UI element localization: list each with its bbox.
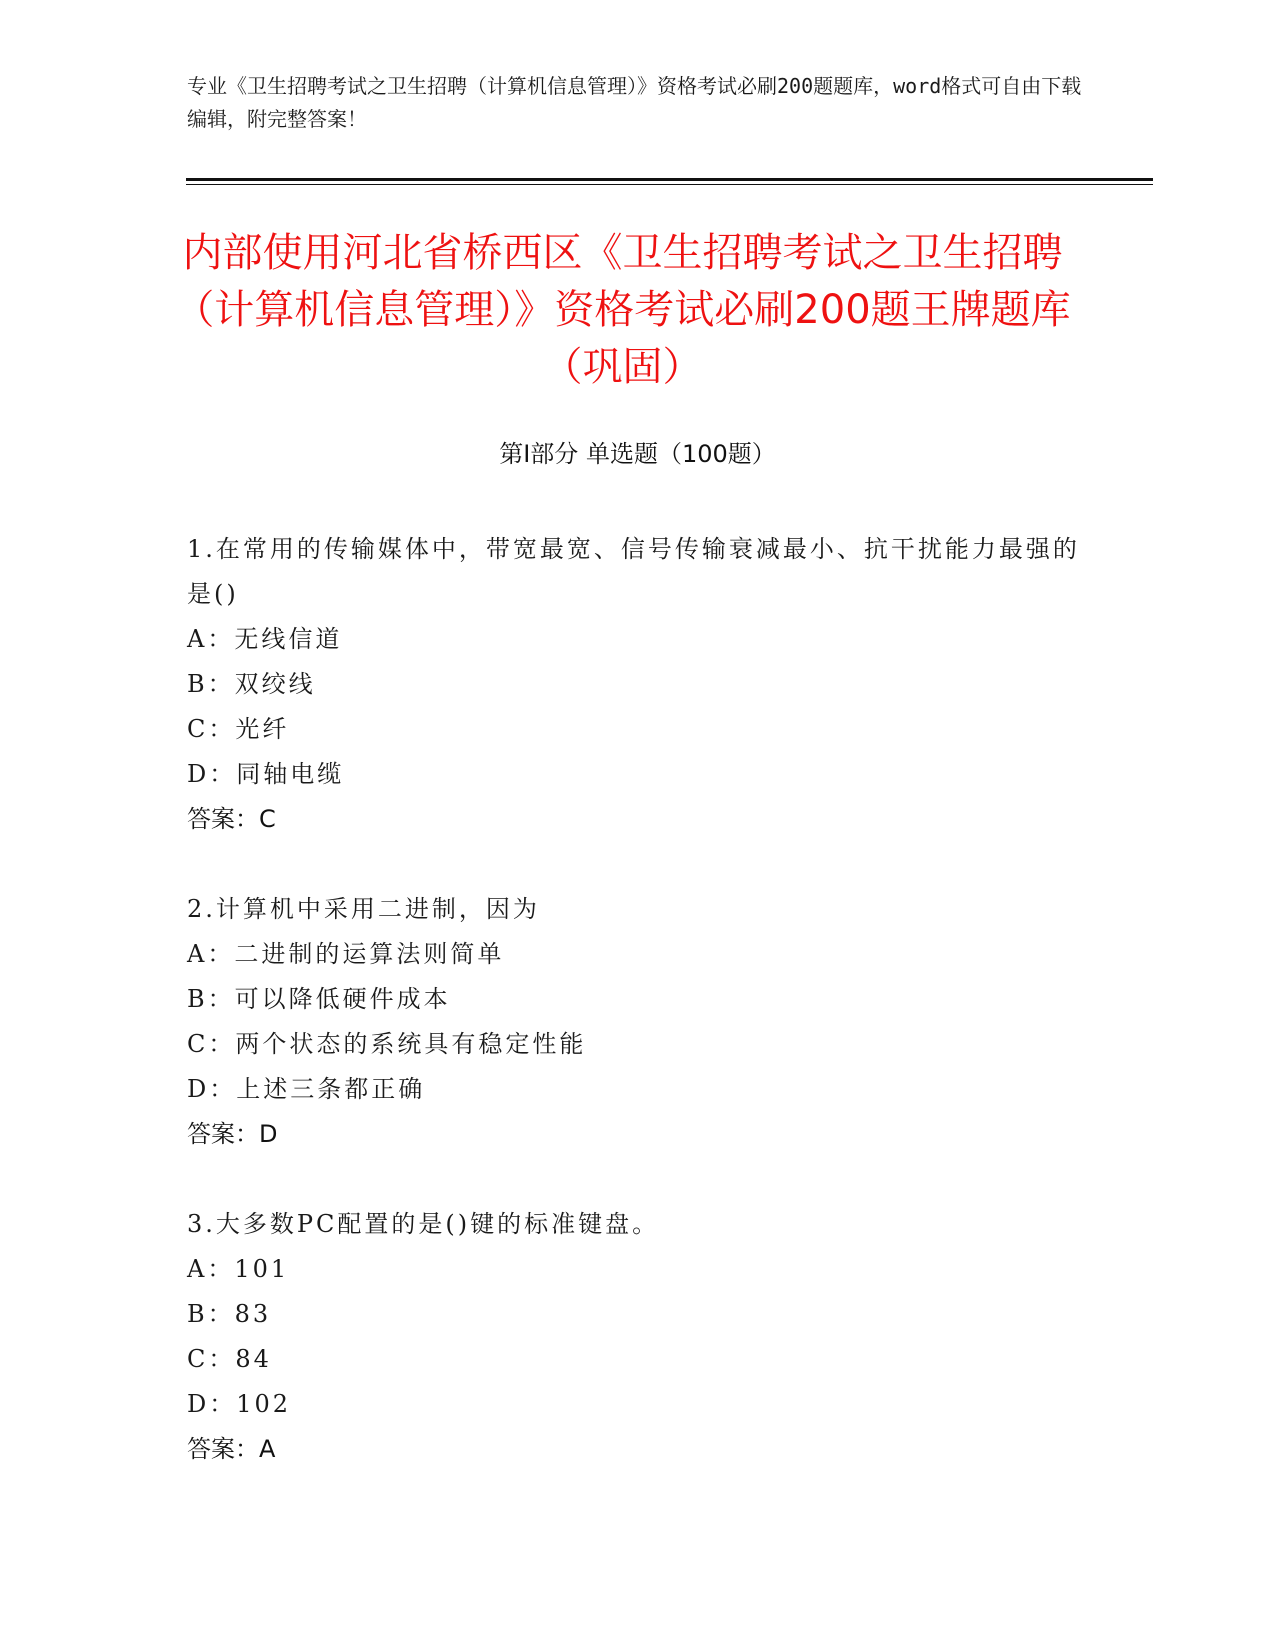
option-d: D：102	[187, 1390, 292, 1418]
answer: 答案：C	[187, 805, 276, 833]
option-b: B：可以降低硬件成本	[187, 985, 451, 1013]
answer: 答案：A	[187, 1435, 276, 1463]
option-b: B：83	[187, 1300, 272, 1328]
option-b: B：双绞线	[187, 670, 316, 698]
option-c: C：光纤	[187, 715, 290, 743]
question-2	[187, 887, 1087, 1157]
header-note: 专业《卫生招聘考试之卫生招聘（计算机信息管理）》资格考试必刷200题题库，word格式可自由下载编辑，附完整答案！	[187, 74, 1082, 131]
question-stem: 2.计算机中采用二进制，因为	[187, 895, 540, 923]
question-1	[187, 527, 1087, 842]
option-d: D：上述三条都正确	[187, 1075, 426, 1103]
option-c: C：84	[187, 1345, 272, 1373]
option-a: A：无线信道	[187, 625, 343, 653]
section-title: 第Ⅰ部分 单选题（100题）	[499, 440, 776, 468]
question-stem: 3.大多数PC配置的是()键的标准键盘。	[187, 1210, 660, 1238]
question-stem: 1.在常用的传输媒体中，带宽最宽、信号传输衰减最小、抗干扰能力最强的是()	[187, 535, 1080, 608]
option-c: C：两个状态的系统具有稳定性能	[187, 1030, 587, 1058]
question-3	[187, 1202, 1087, 1472]
option-d: D：同轴电缆	[187, 760, 345, 788]
header-divider-thick	[186, 178, 1153, 181]
option-a: A：101	[187, 1255, 290, 1283]
option-a: A：二进制的运算法则简单	[187, 940, 505, 968]
document-title: 内部使用河北省桥西区《卫生招聘考试之卫生招聘（计算机信息管理）》资格考试必刷200题王牌题库（巩固）	[174, 230, 1071, 390]
answer: 答案：D	[187, 1120, 278, 1148]
question-list	[187, 527, 1087, 1517]
header-divider-thin	[186, 184, 1153, 185]
